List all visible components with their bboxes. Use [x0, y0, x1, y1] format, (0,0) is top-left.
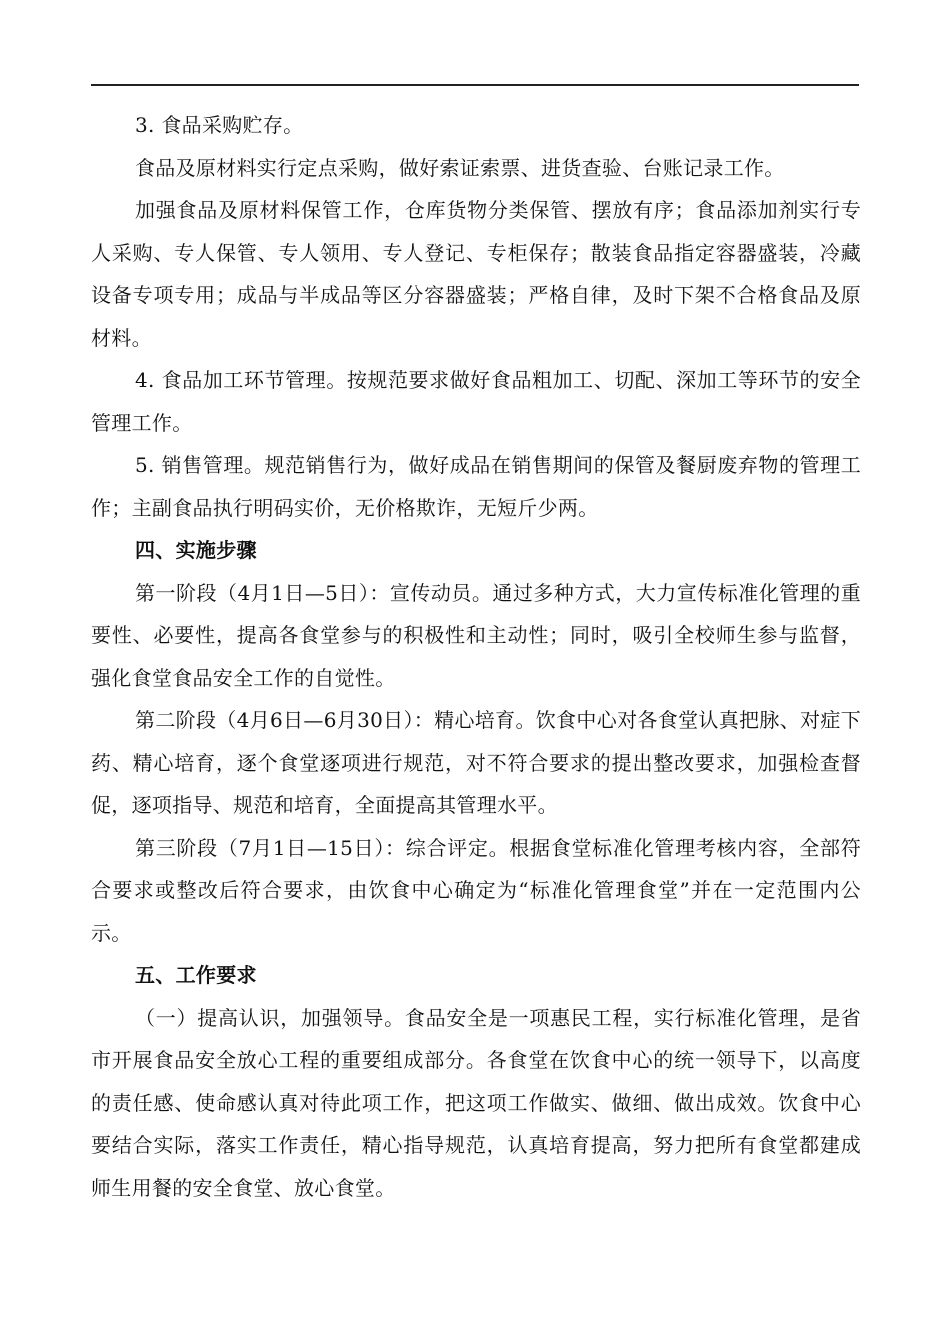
paragraph-stage-two: 第二阶段（4月6日—6月30日）：精心培育。饮食中心对各食堂认真把脉、对症下药、精心培育，逐个食堂逐项进行规范，对不符合要求的提出整改要求，加强检查督促，逐项指导、规范和培育，全面提高其管理水平。	[91, 708, 861, 817]
section-heading-work-requirements: 五、工作要求	[135, 963, 257, 987]
paragraph-processing-management: 4. 食品加工环节管理。按规范要求做好食品粗加工、切配、深加工等环节的安全管理工作。	[91, 368, 861, 435]
paragraph-designated-purchasing: 食品及原材料实行定点采购，做好索证索票、进货查验、台账记录工作。	[135, 155, 785, 180]
document-body	[91, 104, 861, 1209]
paragraph-storage-management: 加强食品及原材料保管工作，仓库货物分类保管、摆放有序；食品添加剂实行专人采购、专人保管、专人领用、专人登记、专柜保存；散装食品指定容器盛装，冷藏设备专项专用；成品与半成品等区分容器盛装；严格自律，及时下架不合格食品及原材料。	[91, 198, 861, 350]
section-heading-implementation-steps: 四、实施步骤	[135, 538, 257, 562]
header-rule	[91, 84, 859, 86]
paragraph-raise-awareness: （一）提高认识，加强领导。食品安全是一项惠民工程，实行标准化管理，是省市开展食品安全放心工程的重要组成部分。各食堂在饮食中心的统一领导下，以高度的责任感、使命感认真对待此项工作，把这项工作做实、做细、做出成效。饮食中心要结合实际，落实工作责任，精心指导规范，认真培育提高，努力把所有食堂都建成师生用餐的安全食堂、放心食堂。	[91, 1005, 861, 1200]
paragraph-sales-management: 5. 销售管理。规范销售行为，做好成品在销售期间的保管及餐厨废弃物的管理工作；主副食品执行明码实价，无价格欺诈，无短斤少两。	[91, 453, 861, 520]
paragraph-stage-three: 第三阶段（7月1日—15日）：综合评定。根据食堂标准化管理考核内容，全部符合要求或整改后符合要求，由饮食中心确定为“标准化管理食堂”并在一定范围内公示。	[91, 835, 861, 945]
paragraph-stage-one: 第一阶段（4月1日—5日）：宣传动员。通过多种方式，大力宣传标准化管理的重要性、必要性，提高各食堂参与的积极性和主动性；同时，吸引全校师生参与监督，强化食堂食品安全工作的自觉性。	[91, 580, 861, 690]
paragraph-food-procurement-title: 3. 食品采购贮存。	[135, 113, 304, 137]
